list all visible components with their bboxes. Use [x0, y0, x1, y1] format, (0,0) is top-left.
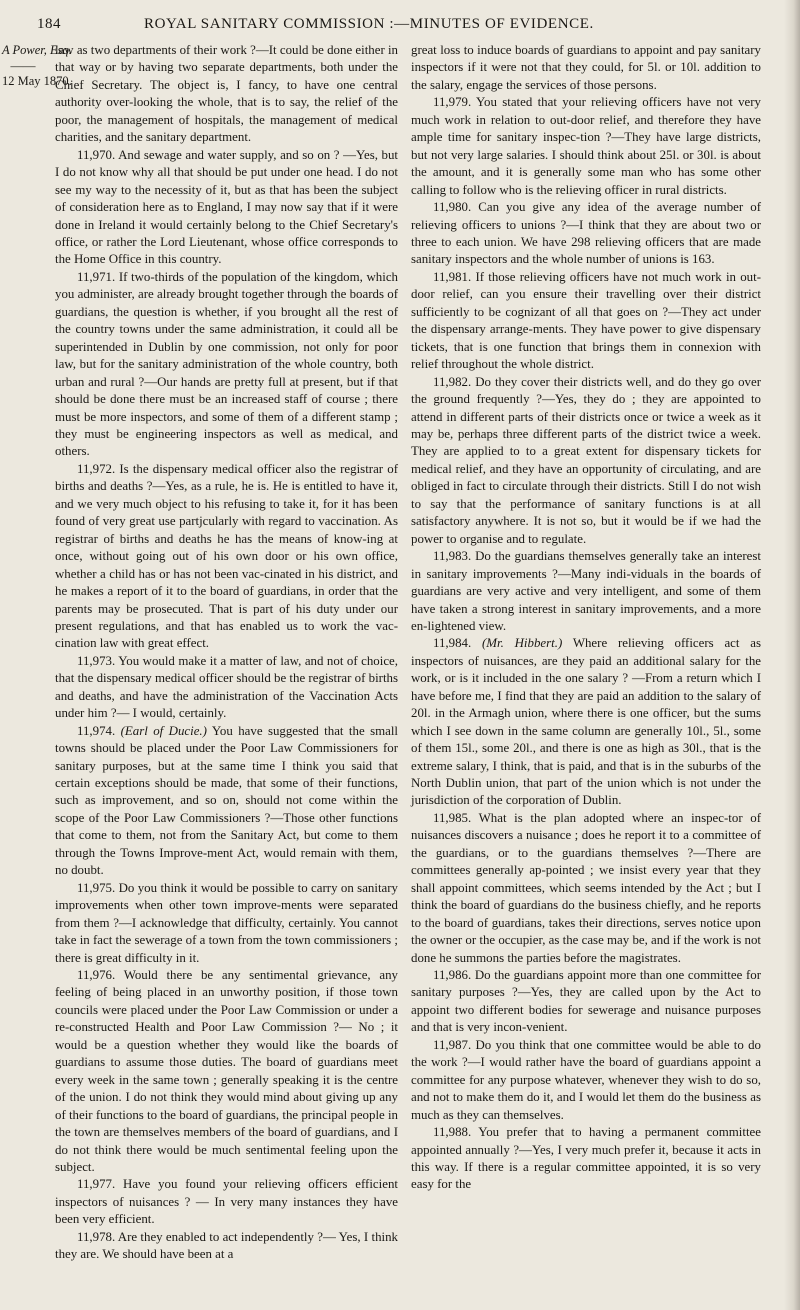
- page-edge-shadow: [784, 0, 800, 1310]
- evidence-paragraph: [55, 461, 398, 653]
- evidence-paragraph: [411, 635, 761, 810]
- witness-name: A Power, Esq.: [2, 43, 72, 57]
- evidence-paragraph: [55, 147, 398, 269]
- paragraph-text: You would make it a matter of law, and not of choice, that the dispensary medical officer should be the registrar of births and deaths, and have the administration of the Vaccination Acts under him ?— I would, certainly.: [55, 653, 398, 721]
- question-number: 11,980.: [433, 200, 472, 215]
- page-number: 184: [37, 16, 61, 32]
- question-number: 11,982.: [433, 374, 472, 389]
- question-number: 11,985.: [433, 810, 472, 825]
- question-number: 11,970.: [77, 147, 116, 162]
- evidence-paragraph: [55, 653, 398, 723]
- question-number: 11,972.: [77, 461, 116, 476]
- question-number: 11,981.: [433, 269, 472, 284]
- right-column: [411, 42, 761, 1194]
- question-number: 11,974.: [77, 723, 116, 738]
- evidence-paragraph: [411, 42, 761, 94]
- paragraph-text: Do the guardians themselves generally take an interest in sanitary improvements ?—Many indi-viduals in the boards of guardians are very active and very intelligent, and some of them have taken a strong interest in sanitary improvements, and a more en-lightened view.: [411, 549, 761, 633]
- evidence-paragraph: [411, 1037, 761, 1124]
- paragraph-text: Is the dispensary medical officer also the registrar of births and deaths ?—Yes, as a rule, he is. He is entitled to have it, and we very much object to his refusing to take it, for it has been found of very great use partjcularly with regard to vaccination. As registrar of births and deaths he has the means of know-ing at once, without going out of his own door or his own office, whether a child has or has not been vac-cinated in his district, and he makes a report of it to the board of guardians, in order that the parents may be prosecuted. That is part of his duty under our present regulations, and that has enabled us to work the vac-cination law with great effect.: [55, 461, 398, 651]
- question-number: 11,973.: [77, 653, 116, 668]
- evidence-paragraph: [55, 1176, 398, 1228]
- paragraph-text: If two-thirds of the population of the kingdom, which you administer, are already brought together through the boards of guardians, the question is whether, if you brought all the rest of the country towns under the same administration, it could all be superintended in Dublin by one commission, not only for poor law, but for the sanitary administration of the whole country, both urban and rural ?—Our hands are pretty full at present, but if that should be done there must be an increased staff of course ; there must be more inspectors, and some of them of a different stamp ; they must be engineering inspectors as well as medical, and others.: [55, 269, 398, 459]
- question-number: 11,976.: [77, 968, 116, 983]
- evidence-paragraph: [411, 1124, 761, 1194]
- paragraph-text: Do the guardians appoint more than one committee for sanitary purposes ?—Yes, they are called upon by the Act to appoint two different bodies for sewerage and nuisance purposes and that is very incon-venient.: [411, 968, 762, 1035]
- speaker-name: (Earl of Ducie.): [120, 723, 207, 738]
- question-number: 11,986.: [433, 968, 472, 983]
- paragraph-text: You have suggested that the small towns should be placed under the Poor Law Commissioners for sanitary purposes, but at the same time I think you said that certain exceptions should be made, that some of their functions, such as improvement, and so on, should not come within the scope of the Poor Law Commissioners ?—Those other functions that come to them, not from the Sanitary Act, but come to them through the Towns Improve-ment Act, would remain with them, no doubt.: [55, 723, 398, 878]
- question-number: 11,984.: [433, 636, 472, 651]
- paragraph-text: Have you found your relieving officers efficient inspectors of nuisances ? — In very many instances they have been very efficient.: [55, 1177, 398, 1227]
- paragraph-text: law as two departments of their work ?—It could be done either in that way or by having two separate departments, both under the Chief Secretary. The object is, I fancy, to have one central authority over-looking the whole, that is to say, the relief of the poor, the management of hospitals, the management of medical charities, and the sanitary department.: [55, 43, 398, 145]
- evidence-paragraph: [411, 199, 761, 269]
- question-number: 11,983.: [433, 549, 472, 564]
- evidence-paragraph: [411, 548, 761, 635]
- question-number: 11,978.: [77, 1229, 116, 1244]
- running-title: ROYAL SANITARY COMMISSION :—MINUTES OF EVIDENCE.: [144, 16, 594, 32]
- speaker-name: (Mr. Hibbert.): [482, 636, 563, 651]
- evidence-paragraph: [411, 269, 761, 374]
- question-number: 11,975.: [77, 880, 116, 895]
- question-number: 11,979.: [433, 95, 472, 110]
- question-number: 11,971.: [77, 269, 116, 284]
- paragraph-text: And sewage and water supply, and so on ? —Yes, but I do not know why all that should be put under one head. I do not see my way to the necessity of it, but as that has been the subject of consideration here as to England, I may now say that if it were done in Ireland it would certainly belong to the Chief Secretary's office, or rather the Lord Lieutenant, whose office corresponds to the Home Office in this country.: [55, 147, 398, 267]
- paragraph-text: What is the plan adopted where an inspec-tor of nuisances discovers a nuisance ; does he report it to a committee of the guardians, or to the guardians themselves ?—There are committees generally ap-pointed ; we insist every year that they shall appoint committees, which seems intended by the Act ; but I think the board of guardians do the business chiefly, and he reports to the board of guardians, takes their directions, serves notice upon the owner or the occupier, as the case may be, and if the work is not done he summons the parties before the magistrates.: [411, 810, 761, 965]
- question-number: 11,988.: [433, 1125, 472, 1140]
- paragraph-text: Where relieving officers act as inspectors of nuisances, are they paid an additional salary for the work, or is it included in the one salary ? —From a return which I have before me, I find that they are paid an addition to the salary of 20l. in the Armagh union, where there is one officer, but the sums which I see down in the same column are generally 10l., 5l., some of them 15l., some 20l., and there is one as high as 30l., that is the extreme salary, I think, that is paid, and that is in the suburbs of the North Dublin union, that part of the union which is not under the jurisdiction of the corporation of Dublin.: [411, 636, 762, 808]
- evidence-date: 12 May 1870.: [2, 74, 72, 89]
- evidence-paragraph: [411, 374, 761, 549]
- evidence-paragraph: [55, 42, 398, 147]
- question-number: 11,987.: [433, 1037, 472, 1052]
- paragraph-text: Do you think that one committee would be able to do the work ?—I would rather have the board of guardians appoint a committee for any purpose whatever, whenever they wish to do so, and not to make them do it, and I would let them do the business as much as they can themselves.: [411, 1037, 761, 1122]
- paragraph-text: great loss to induce boards of guardians to appoint and pay sanitary inspectors if it were not that they could, for 5l. or 10l. addition to the salary, engage the services of those persons.: [411, 43, 761, 92]
- page-header: [0, 14, 800, 40]
- paragraph-text: Do they cover their districts well, and do they go over the ground frequently ?—Yes, they do ; they are appointed to attend in different parts of their districts once or twice a week as it may be, perhaps three different parts of the district twice a week. They are applied to to a great extent for dispensary tickets for medical relief, and they have an opportunity of circulating, and are obliged in fact to circulate through their districts. Still I do not wish to say that the performance of sanitary functions is at all satisfactory anywhere. It is not so, but it would be if we had the power to organise and to regulate.: [411, 374, 761, 546]
- evidence-paragraph: [55, 1229, 398, 1264]
- evidence-paragraph: [411, 967, 761, 1037]
- evidence-paragraph: [55, 269, 398, 461]
- margin-dash: ——: [10, 59, 36, 74]
- paragraph-text: If those relieving officers have not much work in out-door relief, can you ensure their travelling over their district sufficiently to be cognizant of all that goes on ?—They act under the dispensary arrange-ments. They have power to give dispensary tickets, that is one function that brings them in connexion with relief throughout the whole district.: [411, 269, 761, 372]
- paragraph-text: Would there be any sentimental grievance, any feeling of being placed in an unworthy position, if those town councils were placed under the Poor Law Commission or under a re-constructed Health and Poor Law Commission ?— No ; it would be a question whether they would like the boards of guardians to assume those duties. The board of guardians meet every week in the same town ; generally speaking it is the centre of the union. I do not think they would mind about giving up any of their functions to the board of guardians, the principal people in the town are themselves members of the board of guardians, and I do not think there would be much sentimental feeling upon the subject.: [55, 968, 398, 1174]
- evidence-paragraph: [411, 810, 761, 967]
- paragraph-text: You prefer that to having a permanent committee appointed annually ?—Yes, I very much prefer it, because it acts in this way. If there is a regular committee appointed, it is so very easy for the: [411, 1125, 761, 1192]
- paragraph-text: You stated that your relieving officers have not very much work in relation to out-door relief, and therefore they have ample time for sanitary inspec-tion ?—They have large districts, but not very large salaries. I should think about 25l. or 30l. is about the amount, and it is generally some man who has some other calling to follow who is the relieving officer in rural districts.: [411, 95, 762, 197]
- left-column: [55, 42, 398, 1264]
- evidence-paragraph: [55, 723, 398, 880]
- paragraph-text: Do you think it would be possible to carry on sanitary improvements when other town improve-ments were separated from them ?—I acknowledge that difficulty, certainly. You cannot take in fact the sewerage of a town from the town commissioners ; there is great difficulty in it.: [55, 880, 398, 965]
- evidence-paragraph: [55, 880, 398, 967]
- question-number: 11,977.: [77, 1177, 116, 1192]
- paragraph-text: Can you give any idea of the average number of relieving officers to unions ?—I think that they are about two or three to each union. We have 298 relieving officers that are made sanitary inspectors and the whole number of unions is 163.: [411, 200, 761, 267]
- evidence-paragraph: [411, 94, 761, 199]
- evidence-paragraph: [55, 967, 398, 1176]
- paragraph-text: Are they enabled to act independently ?— Yes, I think they are. We should have been at a: [55, 1229, 398, 1262]
